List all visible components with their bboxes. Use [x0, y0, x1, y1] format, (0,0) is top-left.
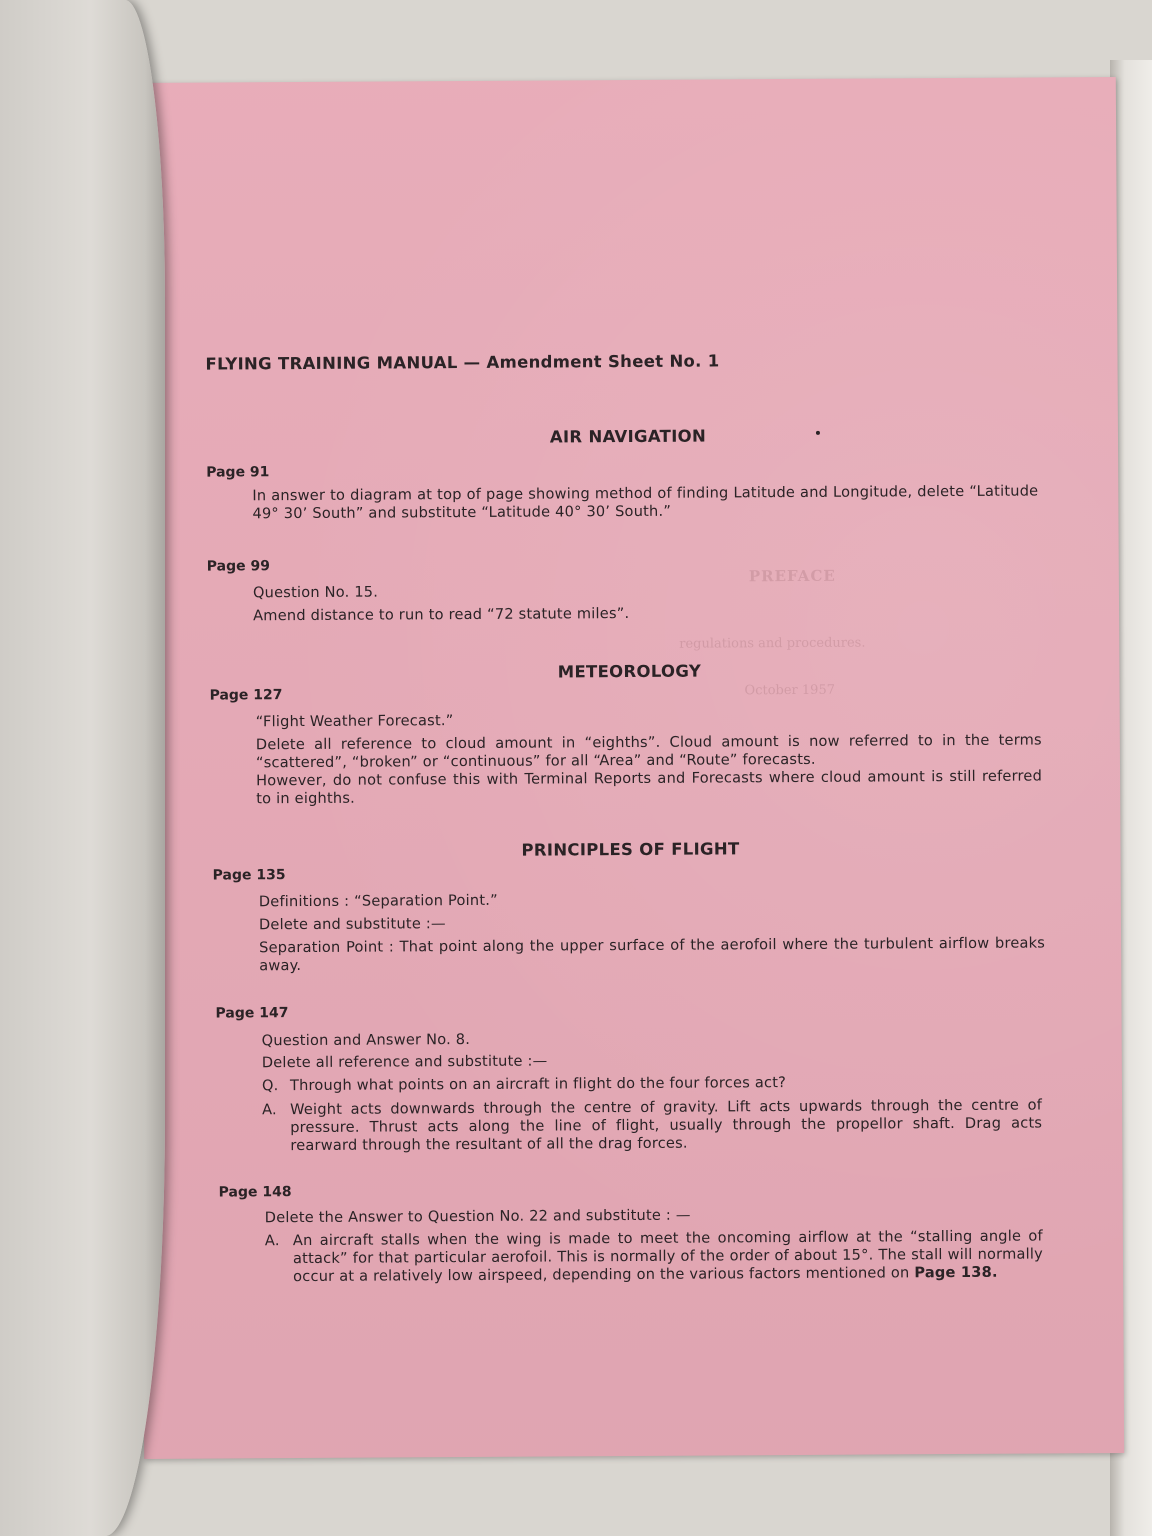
question-marker: Q.	[261, 1077, 279, 1095]
answer-marker: A.	[262, 1101, 277, 1119]
page-label-127: Page 127	[209, 687, 283, 704]
topic-127: “Flight Weather Forecast.”	[255, 712, 454, 731]
facing-page-edge	[0, 0, 165, 1536]
document-title: FLYING TRAINING MANUAL — Amendment Sheet No. 1	[205, 351, 720, 374]
amendment-text-91: In answer to diagram at top of page showing method of finding Latitude and Longitude, delete “Latitude 49° 30’ South” and substitute “Latitude 40° 30’ South.”	[252, 482, 1039, 523]
amendment-text-127b: However, do not confuse this with Terminal Reports and Forecasts where cloud amount is still referred to in eighths.	[256, 767, 1043, 808]
answer-text-147: Weight acts downwards through the centre of gravity. Lift acts upwards through the centre of pressure. Thrust acts along the line of flight, usually through the propellor shaft. Drag acts rearward through the resultant of all the drag forces.	[290, 1096, 1043, 1155]
ink-speck	[816, 431, 820, 435]
definition-ref-135: Definitions : “Separation Point.”	[258, 891, 498, 911]
bleed-through-preface: PREFACE	[748, 566, 836, 586]
question-147	[262, 1072, 1042, 1095]
question-ref-99: Question No. 15.	[252, 583, 379, 602]
section-principles-of-flight: PRINCIPLES OF FLIGHT	[521, 839, 740, 860]
sheet-content	[136, 77, 1124, 1459]
page-label-135: Page 135	[212, 867, 286, 884]
page-label-147: Page 147	[215, 1005, 289, 1022]
section-meteorology: METEOROLOGY	[557, 661, 702, 682]
answer-marker: A.	[264, 1232, 280, 1250]
instruction-147: Delete all reference and substitute :—	[261, 1052, 548, 1072]
page-reference-138: Page 138.	[914, 1263, 998, 1282]
page-label-91: Page 91	[206, 464, 270, 481]
question-text-147: Through what points on an aircraft in flight do the four forces act?	[289, 1074, 787, 1095]
amendment-text-135: Separation Point : That point along the upper surface of the aerofoil where the turbulent airflow breaks away.	[259, 934, 1046, 975]
answer-147	[262, 1096, 1042, 1155]
bleed-through-date: October 1957	[744, 682, 836, 699]
amendment-text-99: Amend distance to run to read “72 statute miles”.	[253, 605, 630, 625]
page-label-99: Page 99	[206, 558, 271, 575]
page-label-148: Page 148	[218, 1184, 292, 1201]
answer-148	[265, 1227, 1043, 1286]
bleed-through-line: regulations and procedures.	[679, 635, 866, 652]
answer-text-148	[293, 1227, 1043, 1286]
question-ref-147: Question and Answer No. 8.	[261, 1030, 471, 1050]
amendment-text-127a: Delete all reference to cloud amount in “eighths”. Cloud amount is now referred to in the terms “scattered”, “broken” or “continuous” for all “Area” and “Route” forecasts.	[255, 731, 1042, 772]
section-air-navigation: AIR NAVIGATION	[549, 426, 707, 447]
amendment-sheet	[136, 77, 1124, 1459]
instruction-148: Delete the Answer to Question No. 22 and substitute : —	[264, 1206, 691, 1227]
answer-body-148: An aircraft stalls when the wing is made to meet the oncoming airflow at the “stalling angle of attack” for that particular aerofoil. This is normally of the order of about 15°. The stall will normally occur at a relatively low airspeed, depending on the various factors mentioned on	[292, 1227, 1044, 1286]
instruction-135: Delete and substitute :—	[258, 915, 446, 934]
